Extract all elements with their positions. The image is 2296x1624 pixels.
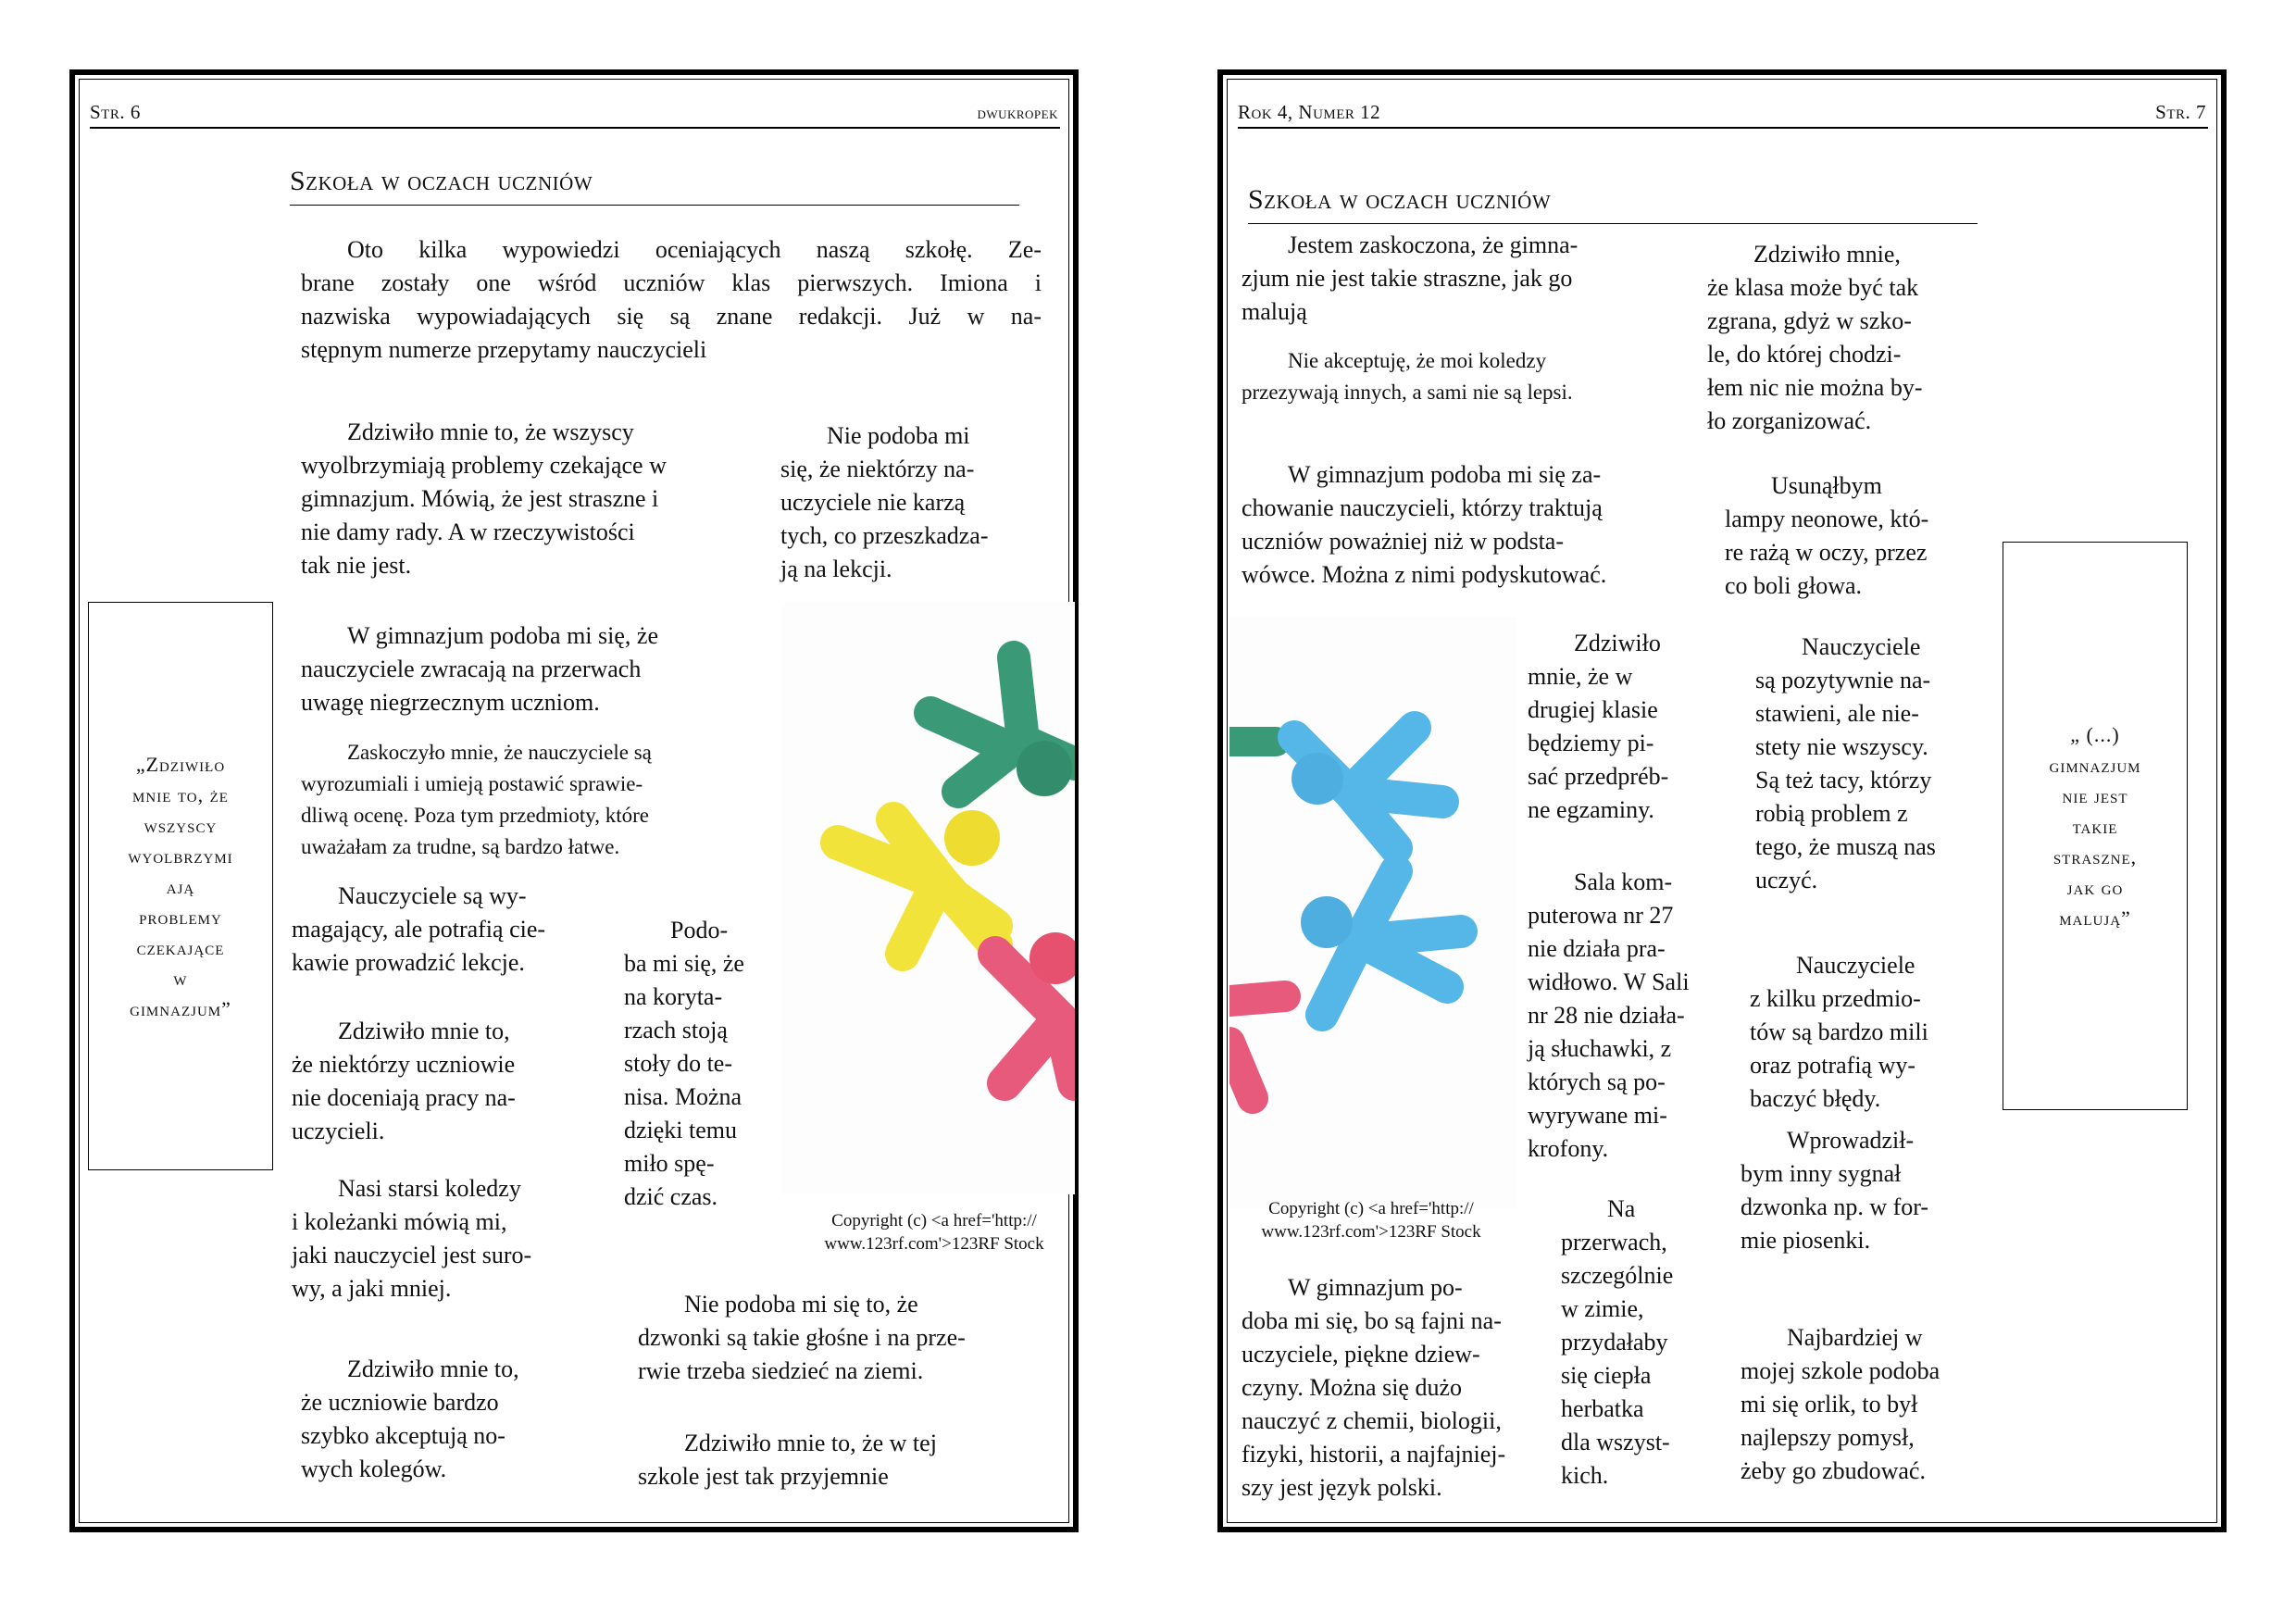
- text-line: wyolbrzymiają problemy czekające w: [301, 452, 667, 479]
- text-line: jaki nauczyciel jest suro-: [292, 1242, 532, 1268]
- text-line: uwagę niegrzecznym uczniom.: [301, 689, 600, 716]
- text-line: żeby go zbudować.: [1741, 1457, 1926, 1484]
- text-line: stawieni, ale nie-: [1755, 700, 1919, 727]
- opinion-paragraph: [780, 419, 988, 586]
- text-line: Na: [1607, 1195, 1636, 1222]
- text-line: wszyscy: [144, 813, 218, 837]
- opinion-paragraph: [301, 416, 667, 582]
- pull-quote-text: [128, 749, 232, 1024]
- text-line: stoły do te-: [624, 1050, 732, 1077]
- opinion-paragraph: [292, 1172, 531, 1305]
- text-line: jak go: [2066, 875, 2124, 899]
- text-line: wyrozumiali i umieją postawić sprawie-: [301, 772, 643, 795]
- opinion-paragraph: [1725, 469, 1928, 603]
- text-line: gimnazjum: [2049, 753, 2141, 777]
- text-line: ją słuchawki, z: [1528, 1035, 1672, 1062]
- text-line: w zimie,: [1561, 1295, 1644, 1322]
- text-line: że uczniowie bardzo: [301, 1389, 499, 1416]
- text-line: zjum nie jest takie straszne, jak go: [1242, 265, 1573, 292]
- magazine-name-header: dwukropek: [977, 104, 1058, 122]
- text-line: wówce. Można z nimi podyskutować.: [1242, 561, 1607, 588]
- text-line: puterowa nr 27: [1528, 902, 1674, 929]
- text-line: Nauczyciele są wy-: [338, 882, 527, 909]
- text-line: takie: [2072, 814, 2118, 838]
- text-line: tów są bardzo mili: [1750, 1018, 1928, 1045]
- image-copyright: [797, 1209, 1071, 1255]
- text-line: www.123rf.com'>123RF Stock: [824, 1234, 1044, 1254]
- text-line: tego, że muszą nas: [1755, 833, 1936, 860]
- text-line: nie damy rady. A w rzeczywistości: [301, 518, 635, 545]
- text-line: Najbardziej w: [1787, 1324, 1923, 1351]
- opinion-paragraph: [1242, 1271, 1505, 1505]
- text-line: bym inny sygnał: [1741, 1160, 1902, 1187]
- text-line: gimnazjum”: [130, 996, 231, 1020]
- text-line: malują”: [2059, 906, 2131, 930]
- text-line: tak nie jest.: [301, 552, 412, 579]
- text-line: ba mi się, że: [624, 950, 744, 977]
- opinion-paragraph: [638, 1288, 966, 1388]
- text-line: Nauczyciele: [1796, 952, 1915, 979]
- text-line: Sala kom-: [1574, 868, 1673, 895]
- opinion-paragraph: [1242, 229, 1578, 329]
- text-line: Wprowadził-: [1787, 1127, 1915, 1154]
- text-line: widłowo. W Sali: [1528, 968, 1690, 995]
- text-line: przydałaby: [1561, 1329, 1668, 1355]
- text-line: herbatka: [1561, 1395, 1644, 1422]
- image-copyright: [1234, 1197, 1508, 1243]
- opinion-paragraph: [1528, 866, 1690, 1166]
- clay-figures-image: [782, 602, 1075, 1194]
- text-line: szkole jest tak przyjemnie: [638, 1463, 889, 1490]
- text-line: czekające: [136, 935, 225, 959]
- opinion-paragraph: [638, 1427, 937, 1493]
- page-number-header: Str. 7: [2155, 101, 2206, 123]
- text-line: le, do której chodzi-: [1707, 341, 1902, 368]
- intro-paragraph: [301, 233, 1042, 367]
- text-line: z kilku przedmio-: [1750, 985, 1921, 1012]
- opinion-paragraph: [1750, 949, 1928, 1116]
- text-line: rwie trzeba siedzieć na ziemi.: [638, 1357, 924, 1384]
- text-line: nauczyć z chemii, biologii,: [1242, 1407, 1502, 1434]
- text-line: kich.: [1561, 1462, 1609, 1489]
- text-line: tych, co przeszkadza-: [780, 522, 989, 549]
- page-6: [69, 69, 1079, 1532]
- text-line: Usunąłbym: [1771, 472, 1882, 499]
- text-line: ją na lekcji.: [780, 556, 892, 582]
- text-line: zgrana, gdyż w szko-: [1707, 307, 1912, 334]
- text-line: Zdziwiło mnie,: [1753, 241, 1901, 268]
- text-line: że niektórzy uczniowie: [292, 1051, 516, 1078]
- text-line: których są po-: [1528, 1068, 1666, 1095]
- text-line: w: [173, 966, 188, 990]
- header-rule: [90, 127, 1060, 129]
- opinion-paragraph: [1755, 631, 1936, 897]
- text-line: nie działa pra-: [1528, 935, 1666, 962]
- text-line: będziemy pi-: [1528, 730, 1654, 756]
- text-line: Oto kilka wypowiedzi oceniających naszą szkołę. Ze-: [347, 236, 1042, 263]
- text-line: doba mi się, bo są fajni na-: [1242, 1307, 1502, 1334]
- text-line: „Zdziwiło: [135, 752, 226, 776]
- opinion-paragraph: [292, 1015, 516, 1148]
- text-line: Zdziwiło: [1574, 630, 1661, 656]
- text-line: Jestem zaskoczona, że gimna-: [1288, 231, 1578, 258]
- text-line: szczególnie: [1561, 1262, 1674, 1289]
- text-line: co boli głowa.: [1725, 572, 1863, 599]
- text-line: W gimnazjum podoba mi się za-: [1288, 461, 1602, 488]
- text-line: nr 28 nie działa-: [1528, 1002, 1685, 1029]
- text-line: lampy neonowe, któ-: [1725, 506, 1929, 532]
- opinion-paragraph: [1242, 458, 1606, 592]
- text-line: mnie, że w: [1528, 663, 1633, 690]
- pull-quote-box: [88, 602, 273, 1170]
- text-line: najlepszy pomysł,: [1741, 1424, 1915, 1451]
- text-line: mi się orlik, to był: [1741, 1391, 1918, 1418]
- clay-figures-image: [1229, 617, 1516, 1209]
- text-line: się ciepła: [1561, 1362, 1652, 1389]
- text-line: re rażą w oczy, przez: [1725, 539, 1928, 566]
- text-line: www.123rf.com'>123RF Stock: [1261, 1222, 1481, 1242]
- text-line: Nie podoba mi: [827, 422, 970, 449]
- text-line: problemy: [139, 905, 222, 929]
- text-line: rzach stoją: [624, 1017, 728, 1043]
- text-line: wyrywane mi-: [1528, 1102, 1667, 1129]
- text-line: czyny. Można się dużo: [1242, 1374, 1463, 1401]
- text-line: szybko akceptują no-: [301, 1422, 505, 1449]
- opinion-paragraph: [1528, 627, 1668, 827]
- page-number-header: Str. 6: [90, 101, 141, 123]
- text-line: uczyciele nie karzą: [780, 489, 966, 516]
- opinion-paragraph: [1741, 1321, 1940, 1488]
- opinion-paragraph: [1242, 345, 1573, 408]
- text-line: Zdziwiło mnie to, że wszyscy: [347, 418, 634, 445]
- text-line: uważałam za trudne, są bardzo łatwe.: [301, 835, 620, 858]
- text-line: mie piosenki.: [1741, 1227, 1871, 1254]
- text-line: sać przedpréb-: [1528, 763, 1669, 790]
- text-line: ają: [166, 874, 195, 898]
- opinion-paragraph: [1741, 1124, 1928, 1257]
- text-line: uczycieli.: [292, 1118, 385, 1144]
- article-title: Szkoła w oczach uczniów: [1248, 184, 1552, 215]
- opinion-paragraph: [301, 737, 652, 863]
- text-line: nauczyciele zwracają na przerwach: [301, 656, 642, 682]
- text-line: i koleżanki mówią mi,: [292, 1208, 507, 1235]
- text-line: fizyki, historii, a najfajniej-: [1242, 1441, 1506, 1468]
- opinion-paragraph: [301, 619, 658, 719]
- text-line: Nie akceptuję, że moi koledzy: [1288, 349, 1547, 372]
- text-line: ło zorganizować.: [1707, 407, 1872, 434]
- text-line: Są też tacy, którzy: [1755, 767, 1932, 793]
- text-line: malują: [1242, 298, 1307, 325]
- text-line: stety nie wszyscy.: [1755, 733, 1928, 760]
- text-line: gimnazjum. Mówią, że jest straszne i: [301, 485, 659, 512]
- text-line: miło spę-: [624, 1150, 715, 1177]
- text-line: dzwonki są takie głośne i na prze-: [638, 1324, 966, 1351]
- opinion-paragraph: [301, 1353, 519, 1486]
- opinion-paragraph: [624, 914, 744, 1214]
- text-line: magający, ale potrafią cie-: [292, 916, 546, 943]
- text-line: ne egzaminy.: [1528, 796, 1654, 823]
- text-line: łem nic nie można by-: [1707, 374, 1923, 401]
- text-line: nazwiska wypowiadających się są znane redakcji. Już w na-: [301, 303, 1042, 330]
- text-line: dzwonka np. w for-: [1741, 1193, 1929, 1220]
- text-line: Podo-: [670, 917, 729, 943]
- text-line: wy, a jaki mniej.: [292, 1275, 452, 1302]
- text-line: uczyciele, piękne dziew-: [1242, 1341, 1480, 1368]
- text-line: wyolbrzymi: [128, 843, 233, 868]
- title-rule: [290, 205, 1019, 206]
- text-line: drugiej klasie: [1528, 696, 1658, 723]
- title-rule: [1248, 223, 1978, 224]
- text-line: brane zostały one wśród uczniów klas pierwszych. Imiona i: [301, 269, 1042, 296]
- article-title: Szkoła w oczach uczniów: [290, 166, 593, 196]
- text-line: przerwach,: [1561, 1229, 1667, 1255]
- text-line: robią problem z: [1755, 800, 1908, 827]
- text-line: dzić czas.: [624, 1183, 718, 1210]
- text-line: Zaskoczyło mnie, że nauczyciele są: [347, 741, 652, 764]
- opinion-paragraph: [292, 880, 545, 980]
- page-7: [1217, 69, 2227, 1532]
- text-line: są pozytywnie na-: [1755, 667, 1931, 693]
- text-line: uczyć.: [1755, 867, 1818, 893]
- text-line: nisa. Można: [624, 1083, 742, 1110]
- text-line: „ (...): [2070, 722, 2120, 746]
- text-line: przezywają innych, a sami nie są lepsi.: [1242, 381, 1573, 404]
- text-line: straszne,: [2053, 844, 2138, 868]
- text-line: się, że niektórzy na-: [780, 456, 975, 482]
- header-rule: [1238, 127, 2208, 129]
- pull-quote-text: [2050, 719, 2141, 933]
- text-line: Zdziwiło mnie to, że w tej: [684, 1430, 937, 1456]
- pull-quote-box: [2003, 542, 2188, 1110]
- text-line: Nie podoba mi się to, że: [684, 1291, 918, 1318]
- text-line: szy jest język polski.: [1242, 1474, 1442, 1501]
- text-line: nie doceniają pracy na-: [292, 1084, 516, 1111]
- text-line: Nauczyciele: [1802, 633, 1921, 660]
- text-line: dla wszyst-: [1561, 1429, 1670, 1455]
- text-line: mnie to, że: [132, 782, 229, 806]
- text-line: Zdziwiło mnie to,: [338, 1018, 510, 1044]
- text-line: krofony.: [1528, 1135, 1609, 1162]
- opinion-paragraph: [1561, 1193, 1673, 1493]
- text-line: Copyright (c) <a href='http://: [1268, 1199, 1474, 1218]
- text-line: że klasa może być tak: [1707, 274, 1919, 301]
- text-line: stępnym numerze przepytamy nauczycieli: [301, 336, 707, 363]
- text-line: chowanie nauczycieli, którzy traktują: [1242, 494, 1603, 521]
- text-line: dliwą ocenę. Poza tym przedmioty, które: [301, 804, 649, 827]
- text-line: baczyć błędy.: [1750, 1085, 1881, 1112]
- text-line: mojej szkole podoba: [1741, 1357, 1940, 1384]
- text-line: W gimnazjum podoba mi się, że: [347, 622, 658, 649]
- text-line: wych kolegów.: [301, 1455, 447, 1482]
- text-line: Zdziwiło mnie to,: [347, 1355, 519, 1382]
- text-line: Copyright (c) <a href='http://: [831, 1211, 1037, 1230]
- text-line: na koryta-: [624, 983, 723, 1010]
- opinion-paragraph: [1707, 238, 1922, 438]
- text-line: nie jest: [2062, 783, 2128, 807]
- text-line: Nasi starsi koledzy: [338, 1175, 521, 1202]
- text-line: kawie prowadzić lekcje.: [292, 949, 525, 976]
- text-line: uczniów poważniej niż w podsta-: [1242, 528, 1565, 555]
- text-line: dzięki temu: [624, 1117, 738, 1143]
- text-line: oraz potrafią wy-: [1750, 1052, 1916, 1079]
- text-line: W gimnazjum po-: [1288, 1274, 1463, 1301]
- issue-header: Rok 4, Numer 12: [1238, 101, 1381, 123]
